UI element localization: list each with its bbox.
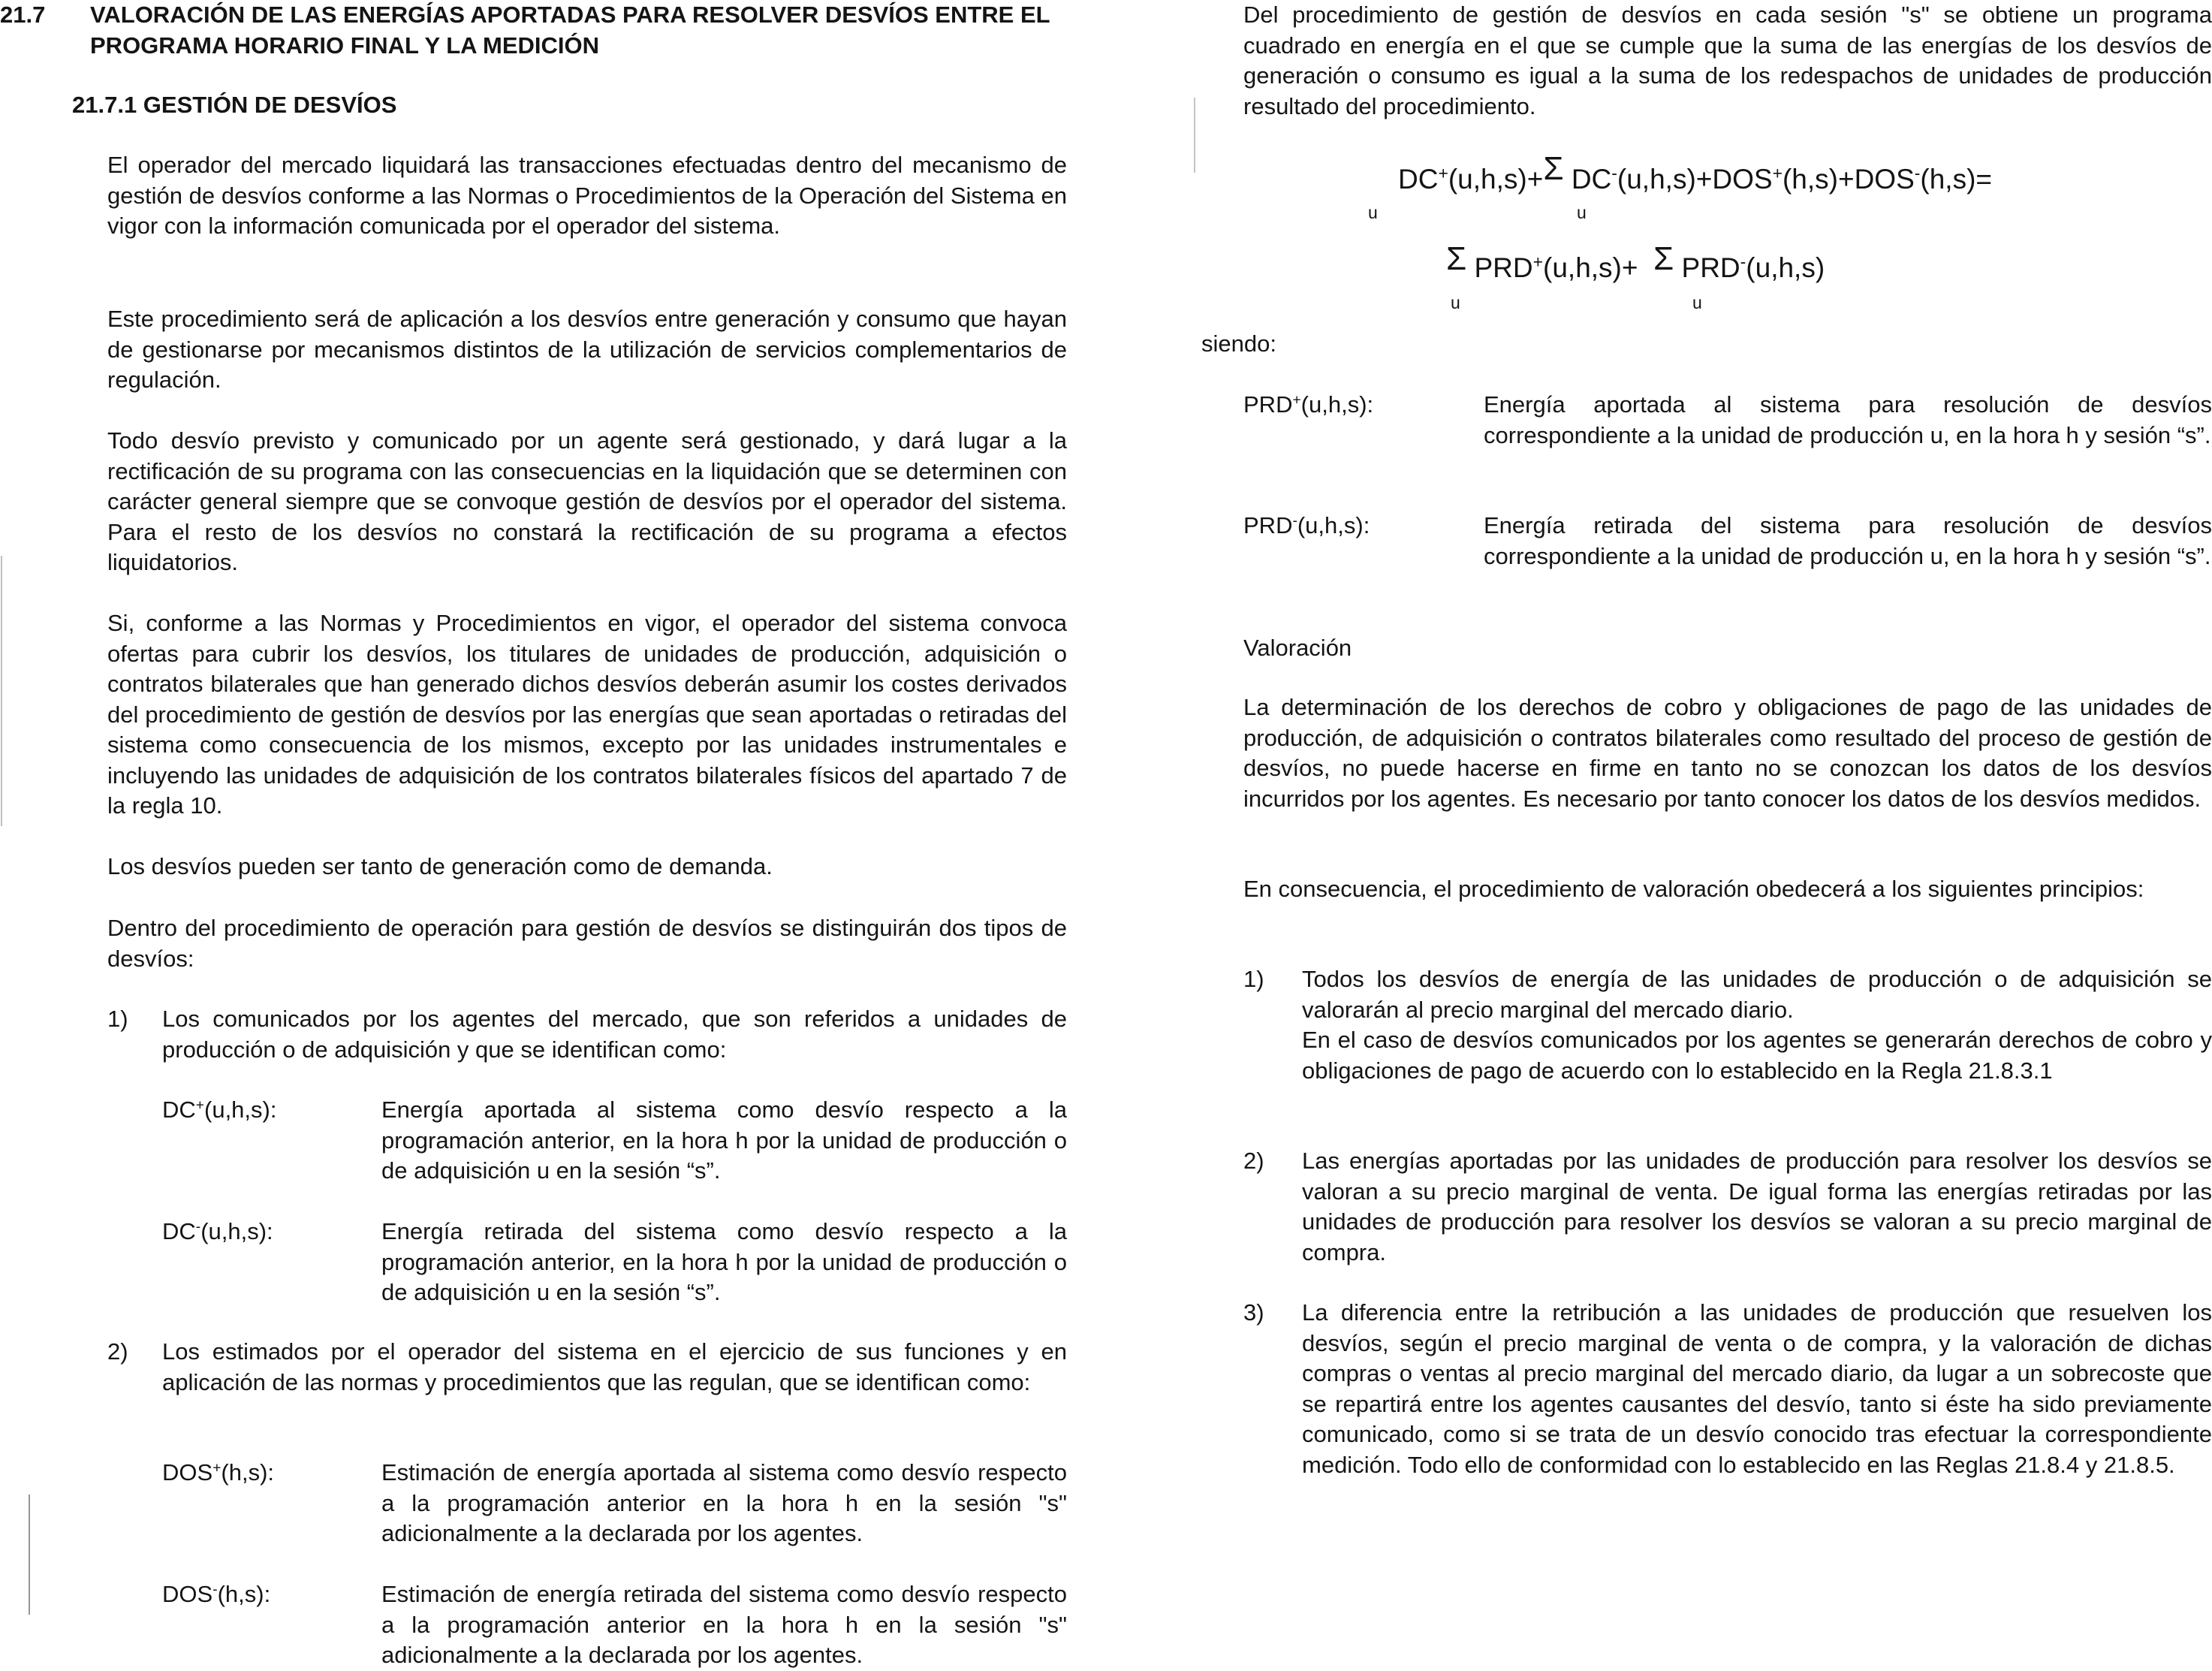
list-item-text: En el caso de desvíos comunicados por los agentes se generarán derechos de cobro y obligaciones de pago de acuerdo con lo establecido en la Regla 21.8.3.1 [1302, 1027, 2212, 1084]
definition-description: Energía retirada del sistema como desvío respecto a la programación anterior, en la hora h por la unidad de producción o de adquisición u en la sesión “s”. [381, 1218, 1067, 1305]
list-item-number: 2) [1243, 1148, 1264, 1174]
definition-description: Estimación de energía aportada al sistema como desvío respecto a la programación anterior en la hora h en la sesión "s" adicionalmente a la declarada por los agentes. [381, 1459, 1067, 1546]
scan-mark [29, 1495, 30, 1615]
sum-index: u [1368, 203, 1378, 222]
equation-line-2: Σ PRD+(u,h,s)+ Σ PRD-(u,h,s) [1446, 240, 1825, 283]
list-item-number: 1) [1243, 966, 1264, 992]
equation-line-1: DC+(u,h,s)+Σ DC-(u,h,s)+DOS+(h,s)+DOS-(h,s)= [1398, 150, 1993, 195]
paragraph: Del procedimiento de gestión de desvíos en cada sesión "s" se obtiene un programa cuadrado en energía en el que se cumple que la suma de las energías de los desvíos de generación o consumo es igual a la suma de los redespachos de unidades de producción resultado del procedimiento. [1243, 2, 2212, 119]
list-item-number: 2) [107, 1338, 128, 1365]
list-item-text: Los comunicados por los agentes del mercado, que son referidos a unidades de producción o de adquisición y que se identifican como: [162, 1006, 1067, 1063]
list-item-text: Los estimados por el operador del sistema en el ejercicio de sus funciones y en aplicación de las normas y procedimientos que las regulan, que se identifican como: [162, 1338, 1067, 1395]
definition-description: Energía retirada del sistema para resolución de desvíos correspondiente a la unidad de producción u, en la hora h y sesión “s”. [1484, 512, 2212, 569]
paragraph: Dentro del procedimiento de operación para gestión de desvíos se distinguirán dos tipos de desvíos: [107, 915, 1067, 972]
paragraph: Los desvíos pueden ser tanto de generación como de demanda. [107, 853, 773, 879]
definition-term: DOS+(h,s): [162, 1459, 275, 1486]
list-item-text: La diferencia entre la retribución a las unidades de producción que resuelven los desvíos, según el precio marginal de venta o de compra, y la valoración de dichas compras o ventas al precio marginal del mercado diario, da lugar a un sobrecoste que se repartirá entre los agentes causantes del desvío, tanto si éste ha sido previamente comunicado, como si se trata de un desvío conocido tras efectuar la correspondiente medición. Todo ello de conformidad con lo establecido en las Reglas 21.8.4 y 21.8.5. [1302, 1299, 2212, 1478]
definition-term: DC-(u,h,s): [162, 1218, 273, 1244]
paragraph: La determinación de los derechos de cobro y obligaciones de pago de las unidades de producción, de adquisición o contratos bilaterales como resultado del proceso de gestión de desvíos, no puede hacerse en firme en tanto no se conozcan los datos de los desvíos incurridos por los agentes. Es necesario por tanto conocer los datos de los desvíos medidos. [1243, 694, 2212, 812]
section-title: VALORACIÓN DE LAS ENERGÍAS APORTADAS PARA RESOLVER DESVÍOS ENTRE EL PROGRAMA HORARIO FINAL Y LA MEDICIÓN [90, 2, 1050, 59]
list-item-text: Todos los desvíos de energía de las unidades de producción o de adquisición se valorarán al precio marginal del mercado diario. [1302, 966, 2212, 1023]
list-item-number: 3) [1243, 1299, 1264, 1326]
subsection-title: 21.7.1 GESTIÓN DE DESVÍOS [72, 92, 397, 118]
paragraph: Si, conforme a las Normas y Procedimientos en vigor, el operador del sistema convoca ofertas para cubrir los desvíos, los titulares de unidades de producción, adquisición o contratos bilaterales que han generado dichos desvíos deberán asumir los costes derivados del procedimiento de gestión de desvíos por las energías que sean aportadas o retiradas del sistema como consecuencia de los mismos, excepto por las unidades instrumentales e incluyendo las unidades de adquisición de los contratos bilaterales físicos del apartado 7 de la regla 10. [107, 610, 1067, 819]
definition-term: PRD+(u,h,s): [1243, 391, 1374, 418]
definition-term: DC+(u,h,s): [162, 1096, 277, 1123]
paragraph: El operador del mercado liquidará las transacciones efectuadas dentro del mecanismo de gestión de desvíos conforme a las Normas o Procedimientos de la Operación del Sistema en vigor con la información comunicada por el operador del sistema. [107, 152, 1067, 239]
section-number: 21.7 [0, 2, 46, 28]
paragraph: Este procedimiento será de aplicación a los desvíos entre generación y consumo que hayan de gestionarse por mecanismos distintos de la utilización de servicios complementarios de regulación. [107, 306, 1067, 393]
definition-term: DOS-(h,s): [162, 1581, 271, 1607]
scan-mark [1194, 98, 1195, 173]
sum-index: u [1577, 203, 1587, 222]
definition-description: Energía aportada al sistema como desvío respecto a la programación anterior, en la hora h por la unidad de producción o de adquisición u en la sesión “s”. [381, 1096, 1067, 1184]
definition-description: Energía aportada al sistema para resolución de desvíos correspondiente a la unidad de producción u, en la hora h y sesión “s”. [1484, 391, 2212, 448]
sum-index: u [1692, 293, 1702, 312]
definition-description: Estimación de energía retirada del sistema como desvío respecto a la programación anterior en la hora h en la sesión "s" adicionalmente a la declarada por los agentes. [381, 1581, 1067, 1668]
paragraph: Todo desvío previsto y comunicado por un agente será gestionado, y dará lugar a la rectificación de su programa con las consecuencias en la liquidación que se determinen con carácter general siempre que se convoque gestión de desvíos por el operador del sistema. Para el resto de los desvíos no constará la rectificación de su programa a efectos liquidatorios. [107, 427, 1067, 575]
paragraph: En consecuencia, el procedimiento de valoración obedecerá a los siguientes principios: [1243, 876, 2144, 902]
definition-term: PRD-(u,h,s): [1243, 512, 1370, 538]
list-item-text: Las energías aportadas por las unidades de producción para resolver los desvíos se valoran a su precio marginal de venta. De igual forma las energías retiradas por las unidades de producción para resolver los desvíos se valoran a su precio marginal de compra. [1302, 1148, 2212, 1265]
valoracion-heading: Valoración [1243, 635, 1352, 661]
sum-index: u [1451, 293, 1460, 312]
scan-mark [1, 556, 2, 826]
list-item-number: 1) [107, 1006, 128, 1032]
siendo-label: siendo: [1201, 330, 1276, 357]
